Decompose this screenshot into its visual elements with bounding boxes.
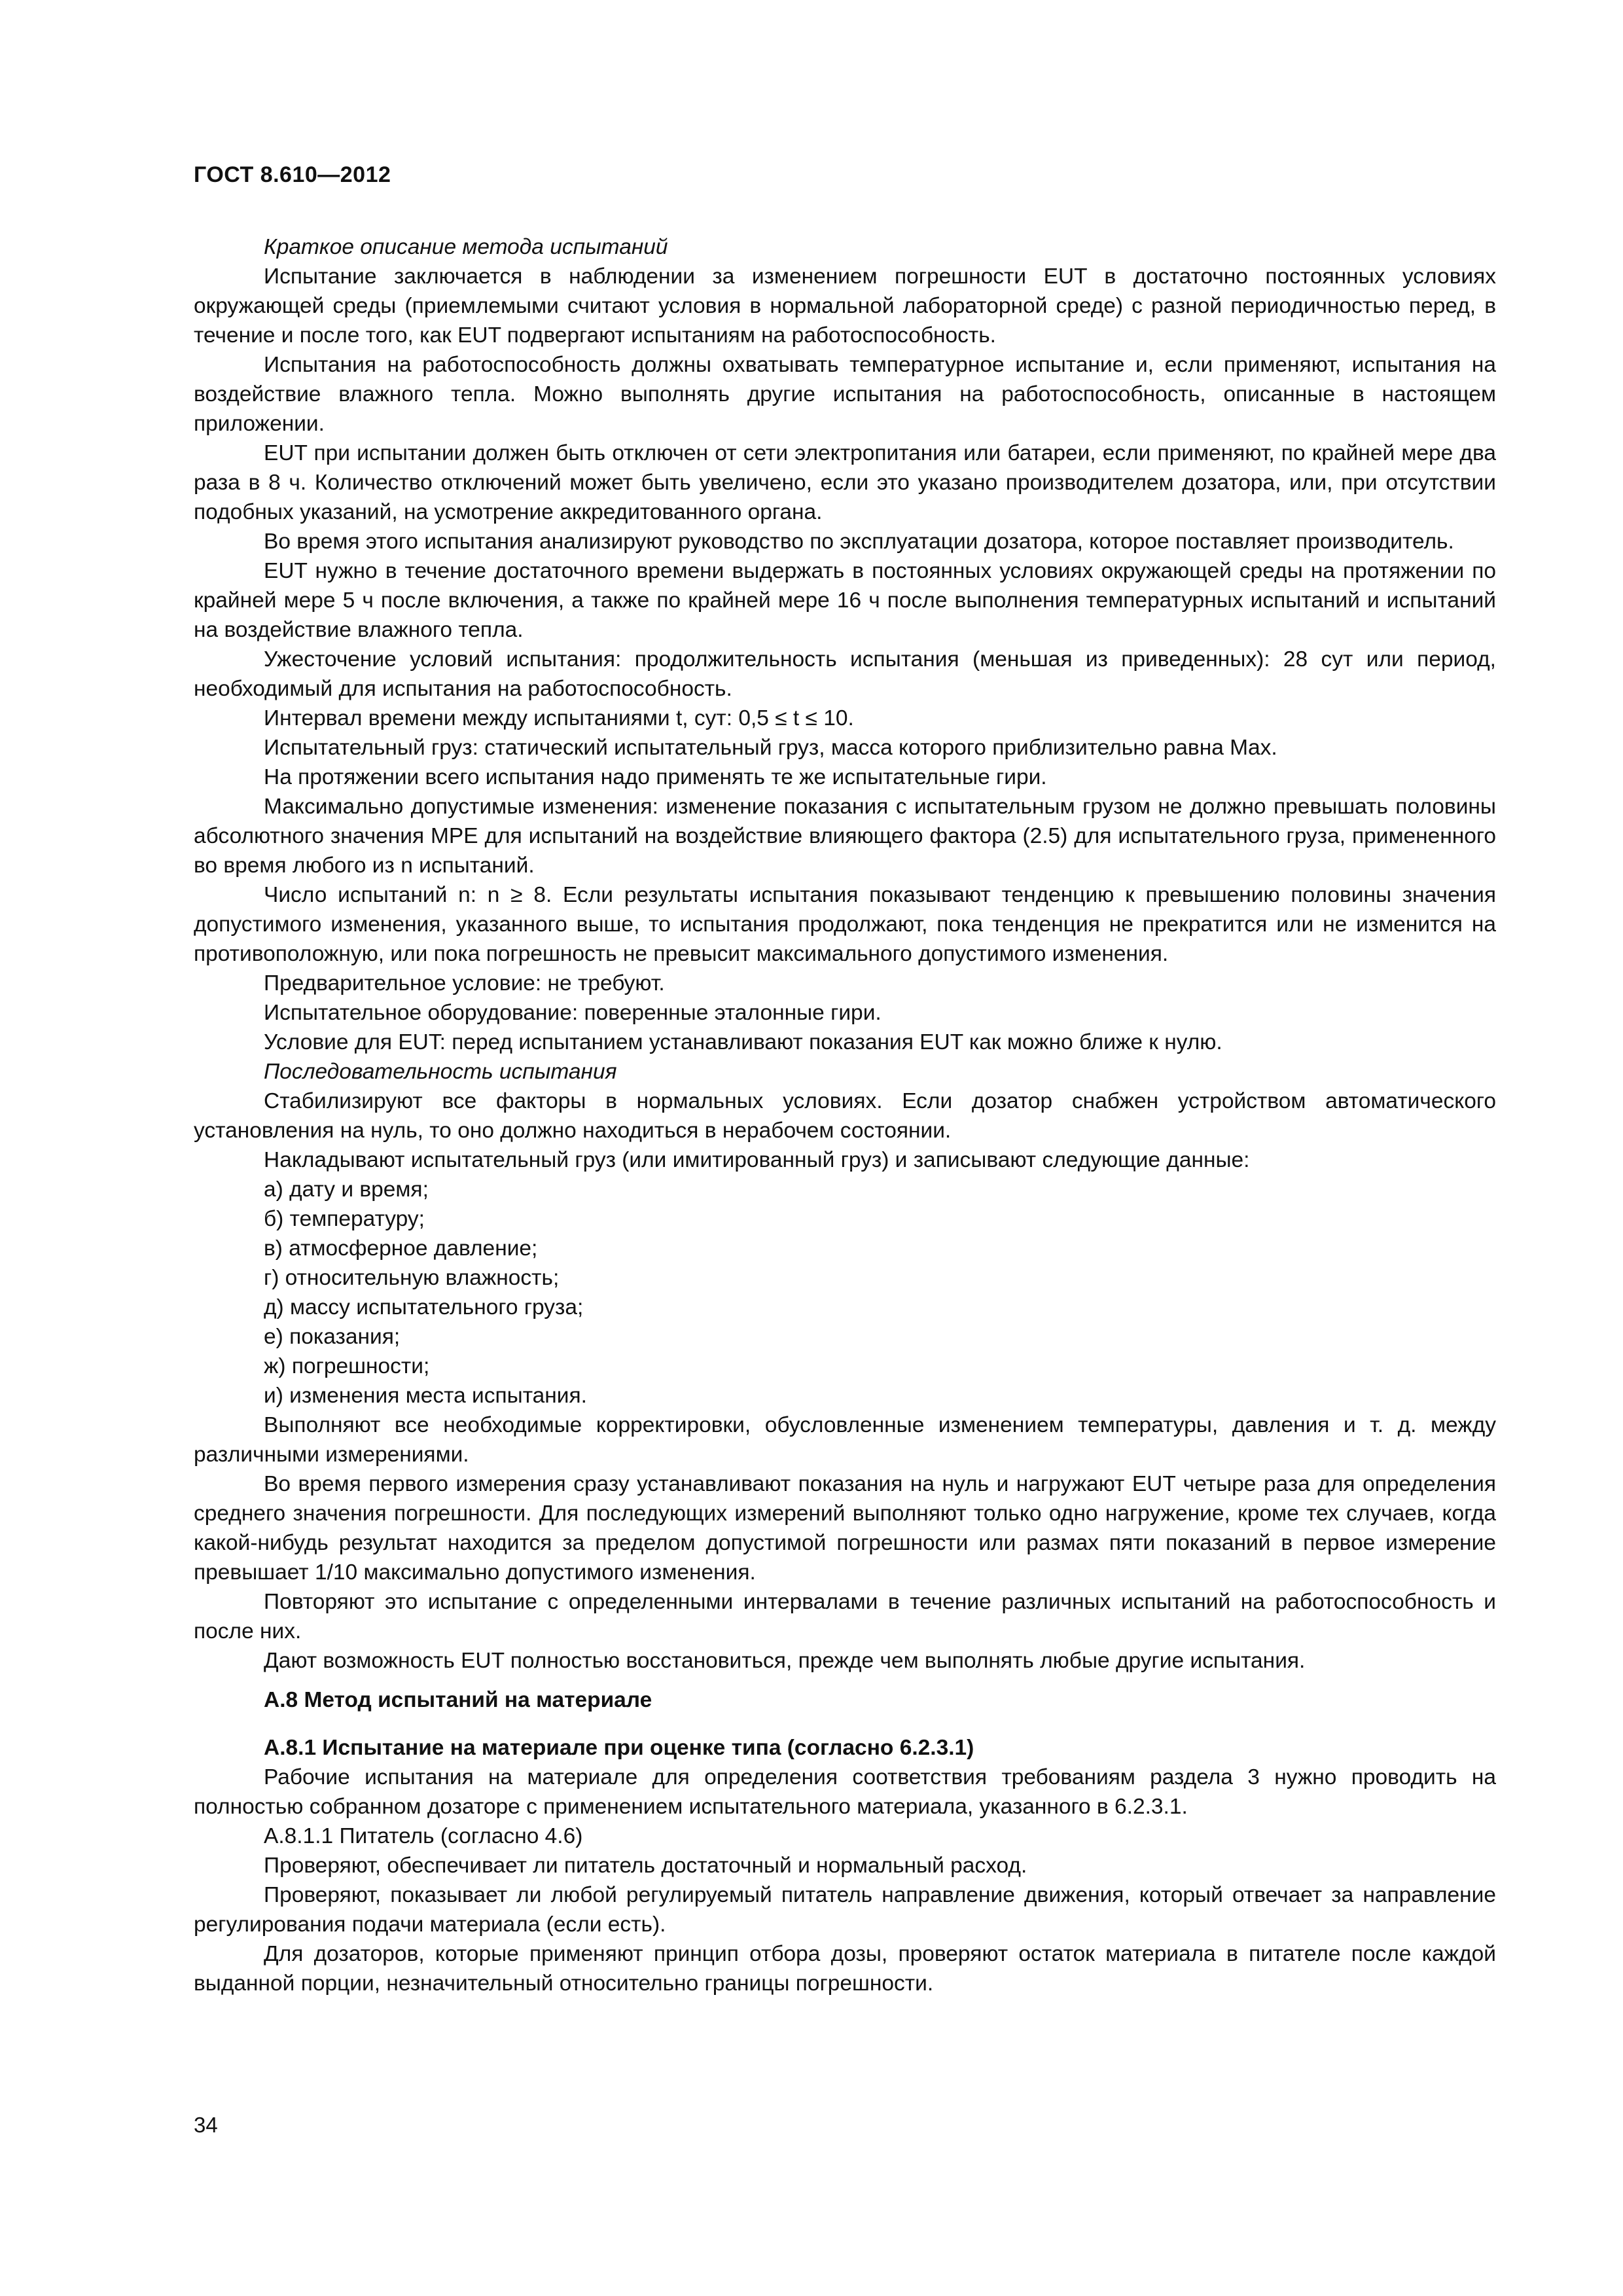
- document-body: [194, 232, 1496, 1998]
- paragraph: Дают возможность EUT полностью восстановиться, прежде чем выполнять любые другие испытания.: [264, 1649, 1306, 1673]
- page-number: 34: [194, 2113, 218, 2137]
- list-item: б) температуру;: [264, 1207, 425, 1231]
- list-item: а) дату и время;: [264, 1177, 429, 1202]
- paragraph: Ужесточение условий испытания: продолжительность испытания (меньшая из приведенных): 28 сут или период, необходимый для испытания на работоспособность.: [194, 647, 1496, 701]
- paragraph: Выполняют все необходимые корректировки, обусловленные изменением температуры, давления и т. д. между различными измерениями.: [194, 1413, 1496, 1467]
- paragraph: EUT при испытании должен быть отключен от сети электропитания или батареи, если применяют, по крайней мере два раза в 8 ч. Количество отключений может быть увеличено, если это указано производителем дозатора, или, при отсутствии подобных указаний, на усмотрение аккредитованного органа.: [194, 441, 1496, 524]
- paragraph: Накладывают испытательный груз (или имитированный груз) и записывают следующие данные:: [264, 1148, 1250, 1172]
- paragraph: Испытательное оборудование: поверенные эталонные гири.: [264, 1001, 882, 1025]
- list-item: в) атмосферное давление;: [264, 1236, 538, 1261]
- paragraph: Для дозаторов, которые применяют принцип отбора дозы, проверяют остаток материала в питателе после каждой выданной порции, незначительный относительно границы погрешности.: [194, 1942, 1496, 1996]
- paragraph: Повторяют это испытание с определенными интервалами в течение различных испытаний на работоспособность и после них.: [194, 1590, 1496, 1643]
- paragraph: Испытательный груз: статический испытательный груз, масса которого приблизительно равна Max.: [264, 736, 1277, 760]
- paragraph: Испытание заключается в наблюдении за изменением погрешности EUT в достаточно постоянных условиях окружающей среды (приемлемыми считают условия в нормальной лабораторной среде) с разной периодичностью перед, в течение и после того, как EUT подвергают испытаниям на работоспособность.: [194, 264, 1496, 348]
- list-item: г) относительную влажность;: [264, 1266, 560, 1290]
- paragraph: Интервал времени между испытаниями t, сут: 0,5 ≤ t ≤ 10.: [264, 706, 854, 730]
- paragraph: EUT нужно в течение достаточного времени выдержать в постоянных условиях окружающей среды на протяжении по крайней мере 5 ч после включения, а также по крайней мере 16 ч после выполнения температурных испытаний и испытаний на воздействие влажного тепла.: [194, 559, 1496, 642]
- paragraph: Испытания на работоспособность должны охватывать температурное испытание и, если применяют, испытания на воздействие влажного тепла. Можно выполнять другие испытания на работоспособность, описанные в настоящем приложении.: [194, 353, 1496, 436]
- section-heading-a8: А.8 Метод испытаний на материале: [264, 1688, 652, 1712]
- paragraph: Число испытаний n: n ≥ 8. Если результаты испытания показывают тенденцию к превышению половины значения допустимого изменения, указанного выше, то испытания продолжают, пока тенденция не прекратится или не изменится на противоположную, или пока погрешность не превысит максимального допустимого изменения.: [194, 883, 1496, 966]
- paragraph: Проверяют, обеспечивает ли питатель достаточный и нормальный расход.: [264, 1854, 1027, 1878]
- paragraph: Предварительное условие: не требуют.: [264, 971, 665, 996]
- paragraph: Максимально допустимые изменения: изменение показания с испытательным грузом не должно превышать половины абсолютного значения MPE для испытаний на воздействие влияющего фактора (2.5) для испытательного груза, примененного во время любого из n испытаний.: [194, 795, 1496, 878]
- section-heading-a81: А.8.1 Испытание на материале при оценке типа (согласно 6.2.3.1): [264, 1736, 974, 1760]
- paragraph: Во время первого измерения сразу устанавливают показания на нуль и нагружают EUT четыре раза для определения среднего значения погрешности. Для последующих измерений выполняют только одно нагружение, кроме тех случаев, когда какой-нибудь результат находится за пределом допустимой погрешности или размах пяти показаний в первое измерение превышает 1/10 максимально допустимого изменения.: [194, 1472, 1496, 1585]
- list-item: е) показания;: [264, 1325, 401, 1349]
- list-item: д) массу испытательного груза;: [264, 1295, 584, 1319]
- paragraph: Проверяют, показывает ли любой регулируемый питатель направление движения, который отвечает за направление регулирования подачи материала (если есть).: [194, 1883, 1496, 1937]
- clause-heading-a811: А.8.1.1 Питатель (согласно 4.6): [264, 1824, 583, 1848]
- list-item: ж) погрешности;: [264, 1354, 430, 1378]
- paragraph: Во время этого испытания анализируют руководство по эксплуатации дозатора, которое поставляет производитель.: [264, 529, 1454, 554]
- standard-designation: ГОСТ 8.610—2012: [194, 162, 391, 187]
- subsection-title-test-sequence: Последовательность испытания: [264, 1060, 617, 1084]
- paragraph: На протяжении всего испытания надо применять те же испытательные гири.: [264, 765, 1047, 789]
- list-item: и) изменения места испытания.: [264, 1384, 587, 1408]
- paragraph: Рабочие испытания на материале для определения соответствия требованиям раздела 3 нужно проводить на полностью собранном дозаторе с применением испытательного материала, указанного в 6.2.3.1.: [194, 1765, 1496, 1819]
- paragraph: Условие для EUT: перед испытанием устанавливают показания EUT как можно ближе к нулю.: [264, 1030, 1222, 1054]
- paragraph: Стабилизируют все факторы в нормальных условиях. Если дозатор снабжен устройством автоматического установления на нуль, то оно должно находиться в нерабочем состоянии.: [194, 1089, 1496, 1143]
- subsection-title-method-description: Краткое описание метода испытаний: [264, 235, 668, 259]
